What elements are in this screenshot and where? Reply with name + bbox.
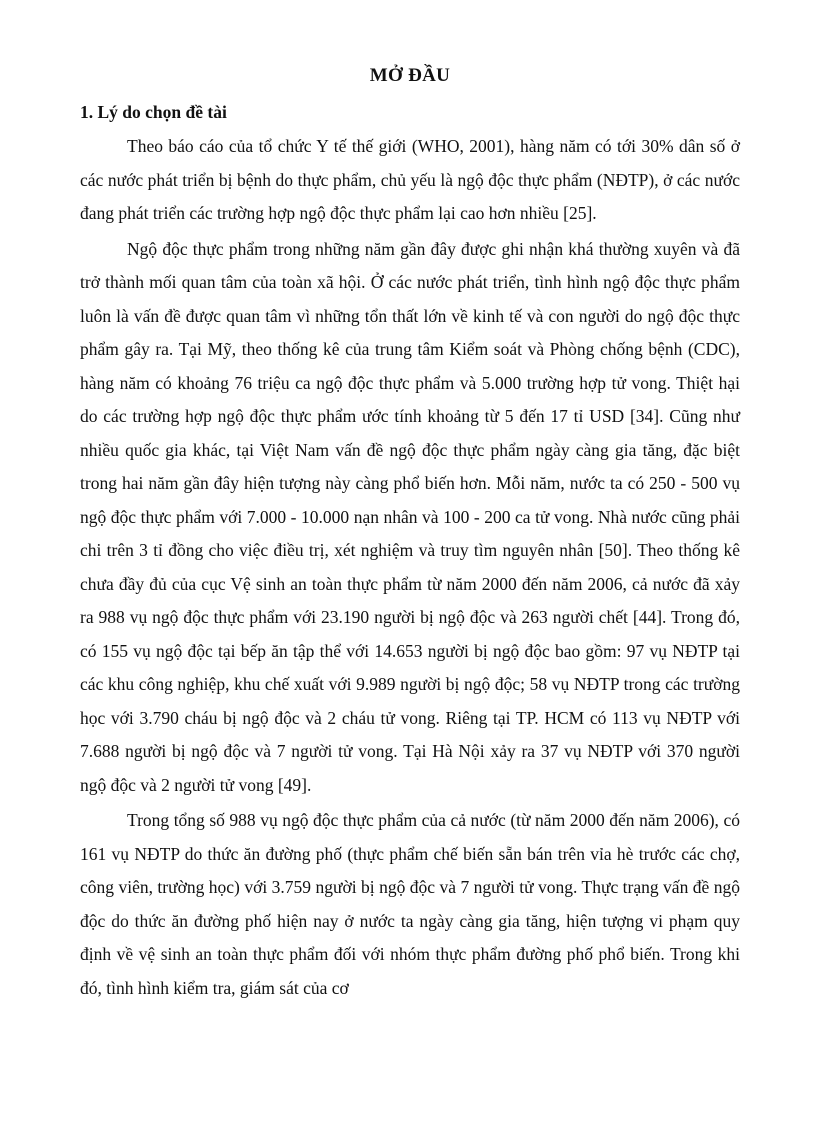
- paragraph-2: Ngộ độc thực phẩm trong những năm gần đây được ghi nhận khá thường xuyên và đã trở thành mối quan tâm của toàn xã hội. Ở các nước phát triển, tình hình ngộ độc thực phẩm luôn là vấn đề được quan tâm vì những tổn thất lớn về kinh tế và con người do ngộ độc thực phẩm gây ra. Tại Mỹ, theo thống kê của trung tâm Kiểm soát và Phòng chống bệnh (CDC), hàng năm có khoảng 76 triệu ca ngộ độc thực phẩm và 5.000 trường hợp tử vong. Thiệt hại do các trường hợp ngộ độc thực phẩm ước tính khoảng từ 5 đến 17 tỉ USD [34]. Cũng như nhiều quốc gia khác, tại Việt Nam vấn đề ngộ độc thực phẩm ngày càng gia tăng, đặc biệt trong hai năm gần đây hiện tượng này càng phổ biến hơn. Mỗi năm, nước ta có 250 - 500 vụ ngộ độc thực phẩm với 7.000 - 10.000 nạn nhân và 100 - 200 ca tử vong. Nhà nước cũng phải chi trên 3 tỉ đồng cho việc điều trị, xét nghiệm và truy tìm nguyên nhân [50]. Theo thống kê chưa đầy đủ của cục Vệ sinh an toàn thực phẩm từ năm 2000 đến năm 2006, cả nước đã xảy ra 988 vụ ngộ độc thực phẩm với 23.190 người bị ngộ độc và 263 người chết [44]. Trong đó, có 155 vụ ngộ độc tại bếp ăn tập thể với 14.653 người bị ngộ độc bao gồm: 97 vụ NĐTP tại các khu công nghiệp, khu chế xuất với 9.989 người bị ngộ độc; 58 vụ NĐTP trong các trường học với 3.790 cháu bị ngộ độc và 2 cháu tử vong. Riêng tại TP. HCM có 113 vụ NĐTP với 7.688 người bị ngộ độc và 7 người tử vong. Tại Hà Nội xảy ra 37 vụ NĐTP với 370 người ngộ độc và 2 người tử vong [49].: [80, 238, 740, 795]
- document-page: [80, 62, 740, 1007]
- paragraph-1: Theo báo cáo của tổ chức Y tế thế giới (WHO, 2001), hàng năm có tới 30% dân số ở các nước phát triển bị bệnh do thực phẩm, chủ yếu là ngộ độc thực phẩm (NĐTP), ở các nước đang phát triển các trường hợp ngộ độc thực phẩm lại cao hơn nhiều [25].: [80, 136, 740, 223]
- section-heading: 1. Lý do chọn đề tài: [80, 102, 227, 122]
- document-title: MỞ ĐẦU: [369, 65, 451, 86]
- paragraph-3: Trong tổng số 988 vụ ngộ độc thực phẩm của cả nước (từ năm 2000 đến năm 2006), có 161 vụ NĐTP do thức ăn đường phố (thực phẩm chế biến sẵn bán trên vỉa hè trước các chợ, công viên, trường học) với 3.759 người bị ngộ độc và 7 người tử vong. Thực trạng vấn đề ngộ độc do thức ăn đường phố hiện nay ở nước ta ngày càng gia tăng, hiện tượng vi phạm quy định về vệ sinh an toàn thực phẩm đối với nhóm thực phẩm đường phố phổ biến. Trong khi đó, tình hình kiểm tra, giám sát của cơ: [80, 810, 740, 998]
